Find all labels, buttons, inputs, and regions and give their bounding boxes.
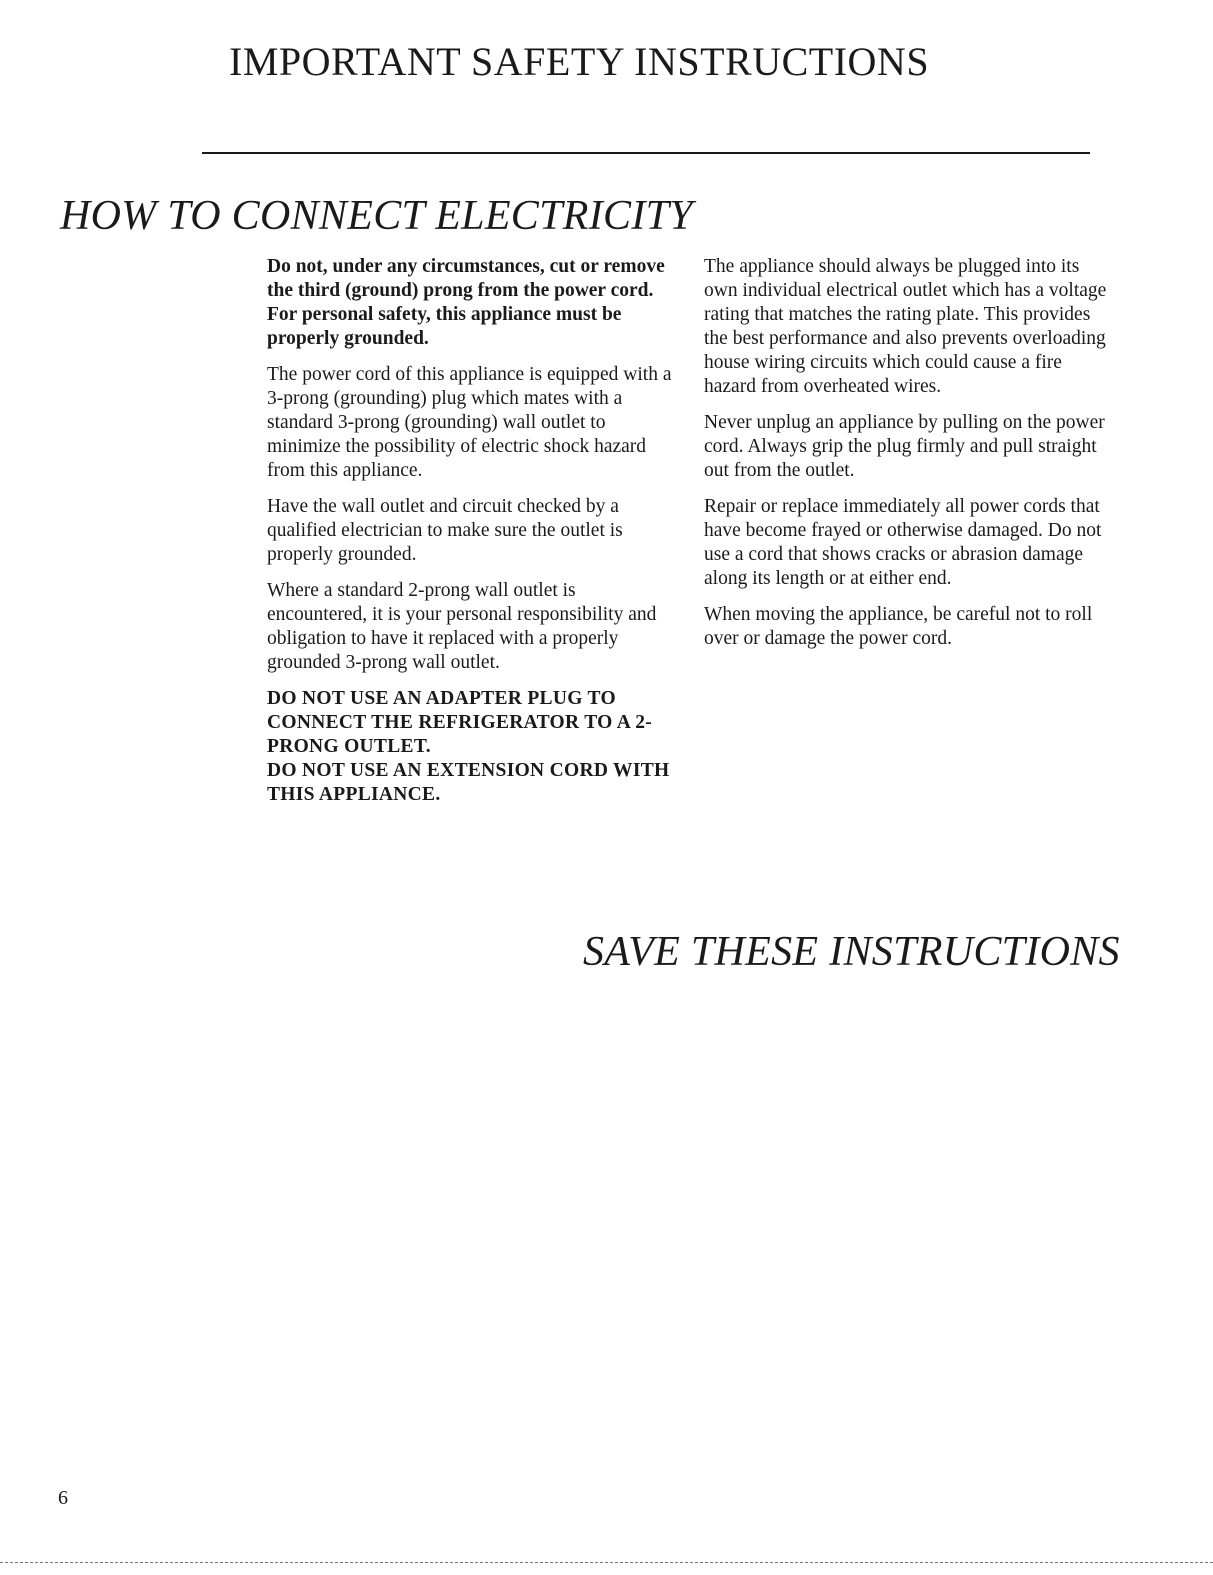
page-number: 6	[58, 1487, 68, 1509]
save-instructions-text: SAVE THESE INSTRUCTIONS	[583, 929, 1120, 975]
section-title: HOW TO CONNECT ELECTRICITY	[60, 193, 693, 239]
grounding-warning: Do not, under any circumstances, cut or remove the third (ground) prong from the power cord. For personal safety, this appliance must be properly grounded.	[267, 256, 665, 349]
paragraph-unplugging: Never unplug an appliance by pulling on the power cord. Always grip the plug firmly and pull straight out from the outlet.	[704, 412, 1105, 481]
header-divider	[202, 152, 1090, 154]
paragraph-individual-outlet: The appliance should always be plugged into its own individual electrical outlet which has a voltage rating that matches the rating plate. This provides the best performance and also prevents overloading house wiring circuits which could cause a fire hazard from overheated wires.	[704, 256, 1107, 397]
right-column	[704, 255, 1114, 663]
paragraph-three-prong-plug: The power cord of this appliance is equipped with a 3-prong (grounding) plug which mates with a standard 3-prong (grounding) wall outlet to minimize the possibility of electric shock hazard from this appliance.	[267, 364, 672, 481]
paragraph-two-prong-outlet: Where a standard 2-prong wall outlet is encountered, it is your personal responsibility and obligation to have it replaced with a properly grounded 3-prong wall outlet.	[267, 580, 657, 673]
bottom-divider	[0, 1562, 1213, 1564]
adapter-plug-warning: DO NOT USE AN ADAPTER PLUG TO CONNECT THE REFRIGERATOR TO A 2-PRONG OUTLET.	[267, 688, 653, 757]
page-header: IMPORTANT SAFETY INSTRUCTIONS	[229, 39, 930, 84]
extension-cord-warning: DO NOT USE AN EXTENSION CORD WITH THIS APPLIANCE.	[267, 760, 670, 805]
paragraph-moving-appliance: When moving the appliance, be careful not to roll over or damage the power cord.	[704, 604, 1093, 649]
paragraph-outlet-check: Have the wall outlet and circuit checked by a qualified electrician to make sure the outlet is properly grounded.	[267, 496, 623, 565]
left-column	[267, 255, 675, 807]
paragraph-damaged-cords: Repair or replace immediately all power cords that have become frayed or otherwise damaged. Do not use a cord that shows cracks or abrasion damage along its length or at either end.	[704, 496, 1102, 589]
